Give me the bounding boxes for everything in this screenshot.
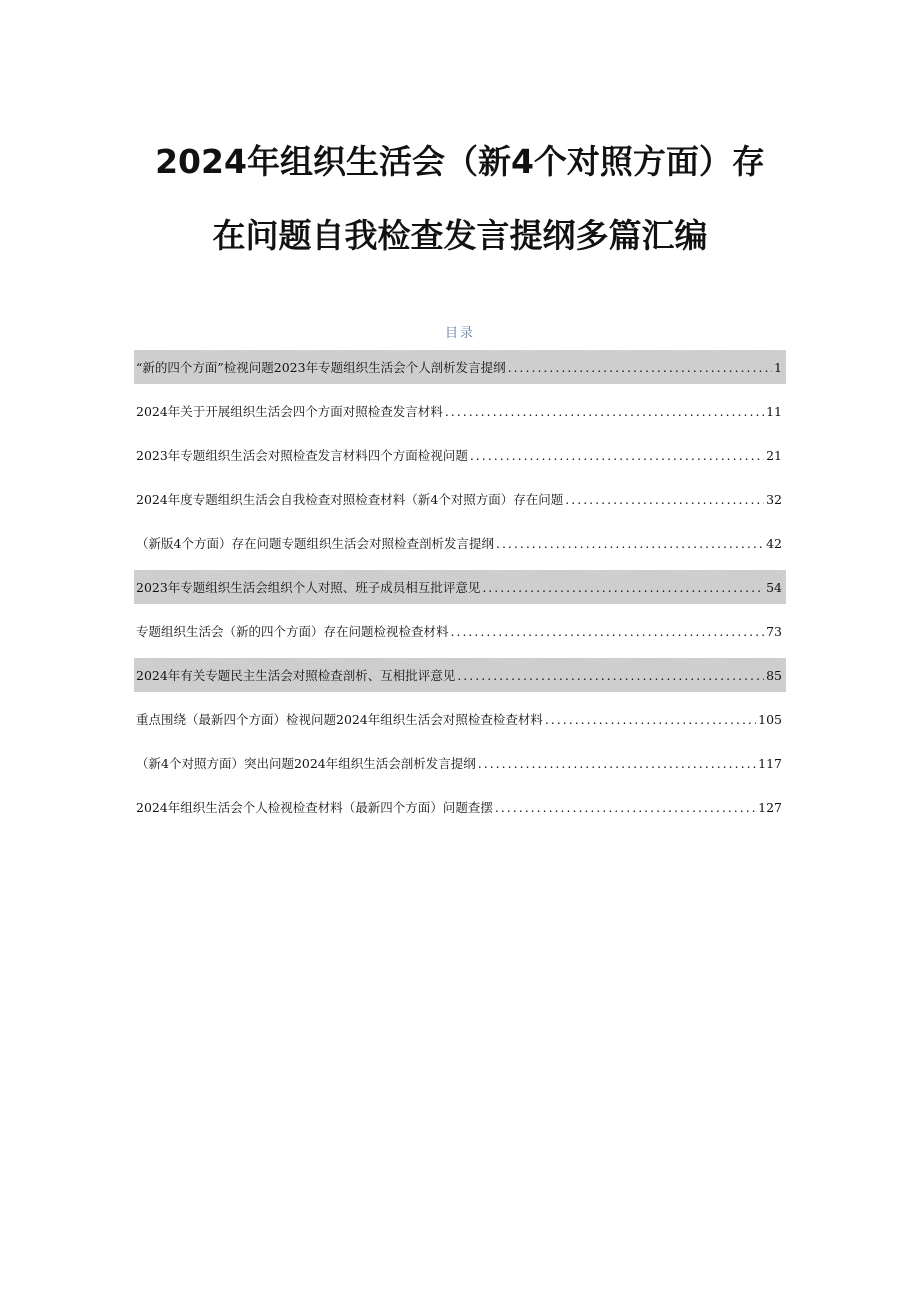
toc-entry-title: “新的四个方面”检视问题2023年专题组织生活会个人剖析发言提纲 — [136, 360, 506, 375]
toc-entry-page: 11 — [766, 403, 782, 419]
toc-entry-page: 1 — [774, 359, 782, 375]
toc-entry[interactable] — [134, 438, 786, 472]
toc-dot-leader — [470, 448, 764, 463]
toc-dot-leader — [445, 404, 764, 419]
toc-entry-page: 105 — [758, 711, 782, 727]
toc-entry[interactable] — [134, 482, 786, 516]
toc-entry[interactable] — [134, 746, 786, 780]
toc-entry-page: 32 — [766, 491, 782, 507]
toc-entry[interactable] — [134, 570, 786, 604]
toc-entry-page: 42 — [766, 535, 782, 551]
toc-dot-leader — [508, 360, 772, 375]
toc-entry[interactable] — [134, 702, 786, 736]
toc-dot-leader — [451, 624, 765, 639]
document-title-line-1: 2024年组织生活会（新4个对照方面）存 — [155, 142, 765, 181]
toc-entry-page: 127 — [758, 799, 782, 815]
toc-entry-page: 54 — [766, 579, 782, 595]
toc-dot-leader — [495, 800, 756, 815]
toc-entry[interactable] — [134, 394, 786, 428]
toc-entry-title: 2023年专题组织生活会对照检查发言材料四个方面检视问题 — [136, 448, 468, 463]
toc-entry[interactable] — [134, 658, 786, 692]
toc-entry-title: （新版4个方面）存在问题专题组织生活会对照检查剖析发言提纲 — [136, 536, 494, 551]
toc-dot-leader — [478, 756, 756, 771]
toc-entry-page: 117 — [758, 755, 782, 771]
toc-entry-title: 2023年专题组织生活会组织个人对照、班子成员相互批评意见 — [136, 580, 481, 595]
toc-dot-leader — [565, 492, 764, 507]
toc-entry[interactable] — [134, 614, 786, 648]
toc-entry-page: 73 — [766, 623, 782, 639]
toc-entry-title: 2024年关于开展组织生活会四个方面对照检查发言材料 — [136, 404, 443, 419]
toc-entry-title: 2024年组织生活会个人检视检查材料（最新四个方面）问题查摆 — [136, 800, 493, 815]
toc-entry-title: 专题组织生活会（新的四个方面）存在问题检视检查材料 — [136, 624, 449, 639]
toc-dot-leader — [496, 536, 764, 551]
toc-dot-leader — [482, 580, 764, 595]
toc-entry[interactable] — [134, 526, 786, 560]
toc-entry-page: 85 — [766, 667, 782, 683]
toc-entry-title: 2024年度专题组织生活会自我检查对照检查材料（新4个对照方面）存在问题 — [136, 492, 564, 507]
document-title-line-2: 在问题自我检查发言提纲多篇汇编 — [212, 216, 708, 255]
toc-dot-leader — [545, 712, 756, 727]
toc-entry-title: 重点围绕（最新四个方面）检视问题2024年组织生活会对照检查检查材料 — [136, 712, 543, 727]
toc-entry-page: 21 — [766, 447, 782, 463]
toc-dot-leader — [457, 668, 764, 683]
toc-entry[interactable] — [134, 350, 786, 384]
toc-entry-title: （新4个对照方面）突出问题2024年组织生活会剖析发言提纲 — [136, 756, 476, 771]
toc-entry-title: 2024年有关专题民主生活会对照检查剖析、互相批评意见 — [136, 668, 456, 683]
toc-heading: 目录 — [444, 326, 475, 341]
toc-entry[interactable] — [134, 790, 786, 824]
